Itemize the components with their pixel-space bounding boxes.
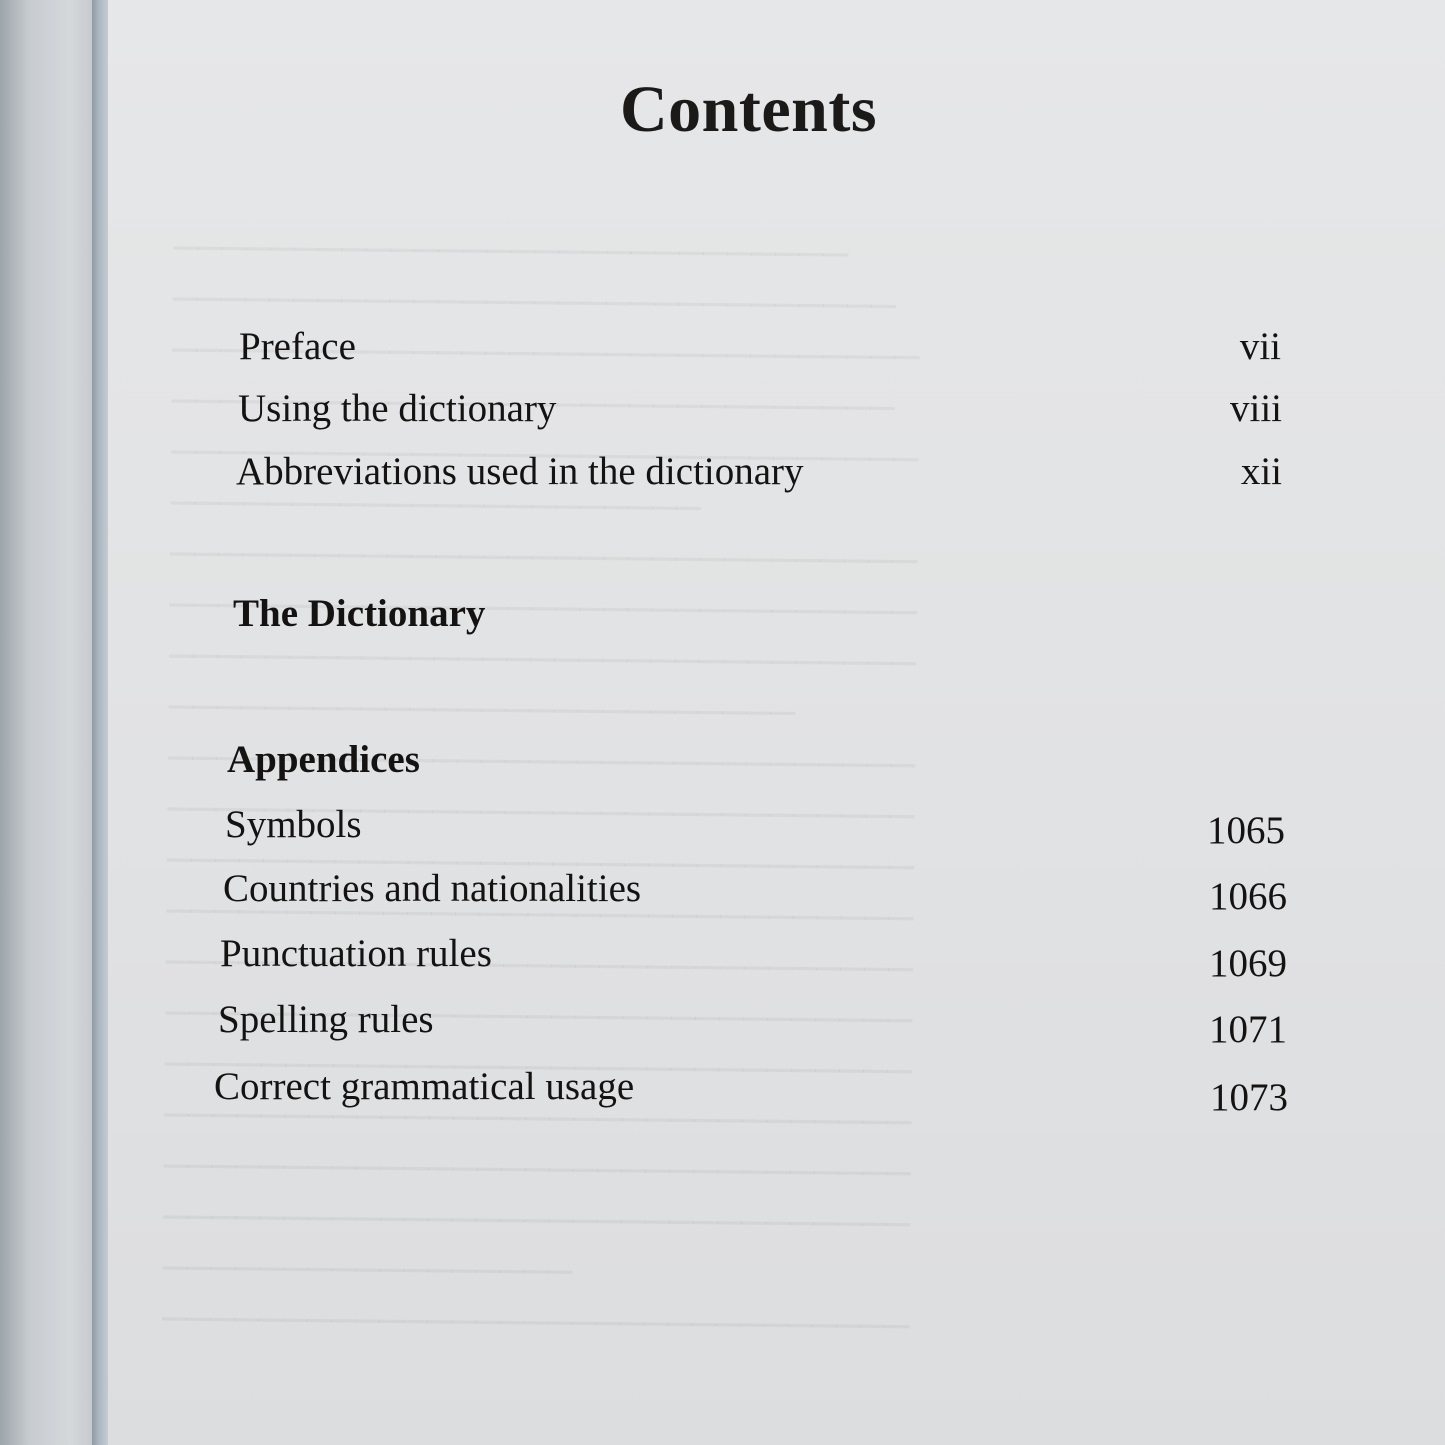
toc-entry-label: Punctuation rules bbox=[220, 932, 492, 975]
toc-entry-page: 1065 bbox=[1207, 809, 1285, 852]
toc-entry-label: Abbreviations used in the dictionary bbox=[236, 450, 804, 493]
appendices-heading: Appendices bbox=[227, 738, 420, 781]
toc-entry-label: Symbols bbox=[225, 803, 362, 846]
toc-entry-page: vii bbox=[1239, 325, 1281, 368]
toc-entry-page: 1069 bbox=[1209, 942, 1287, 985]
dictionary-heading: The Dictionary bbox=[233, 592, 486, 635]
toc-entry-page: viii bbox=[1229, 387, 1282, 430]
toc-entry-page: xii bbox=[1240, 450, 1282, 493]
previous-page-edge bbox=[0, 0, 100, 1445]
toc-entry-label: Spelling rules bbox=[218, 998, 434, 1041]
toc-entry-page: 1071 bbox=[1209, 1008, 1287, 1051]
toc-entry-page: 1073 bbox=[1210, 1076, 1288, 1119]
toc-entry-label: Preface bbox=[239, 325, 356, 368]
toc-entry-label: Countries and nationalities bbox=[223, 867, 642, 910]
toc-entry-page: 1066 bbox=[1209, 875, 1287, 918]
toc-entry-label: Using the dictionary bbox=[238, 387, 557, 430]
toc-entry-label: Correct grammatical usage bbox=[214, 1065, 635, 1108]
page-title: Contents bbox=[620, 73, 878, 146]
contents-page bbox=[108, 0, 1445, 1445]
